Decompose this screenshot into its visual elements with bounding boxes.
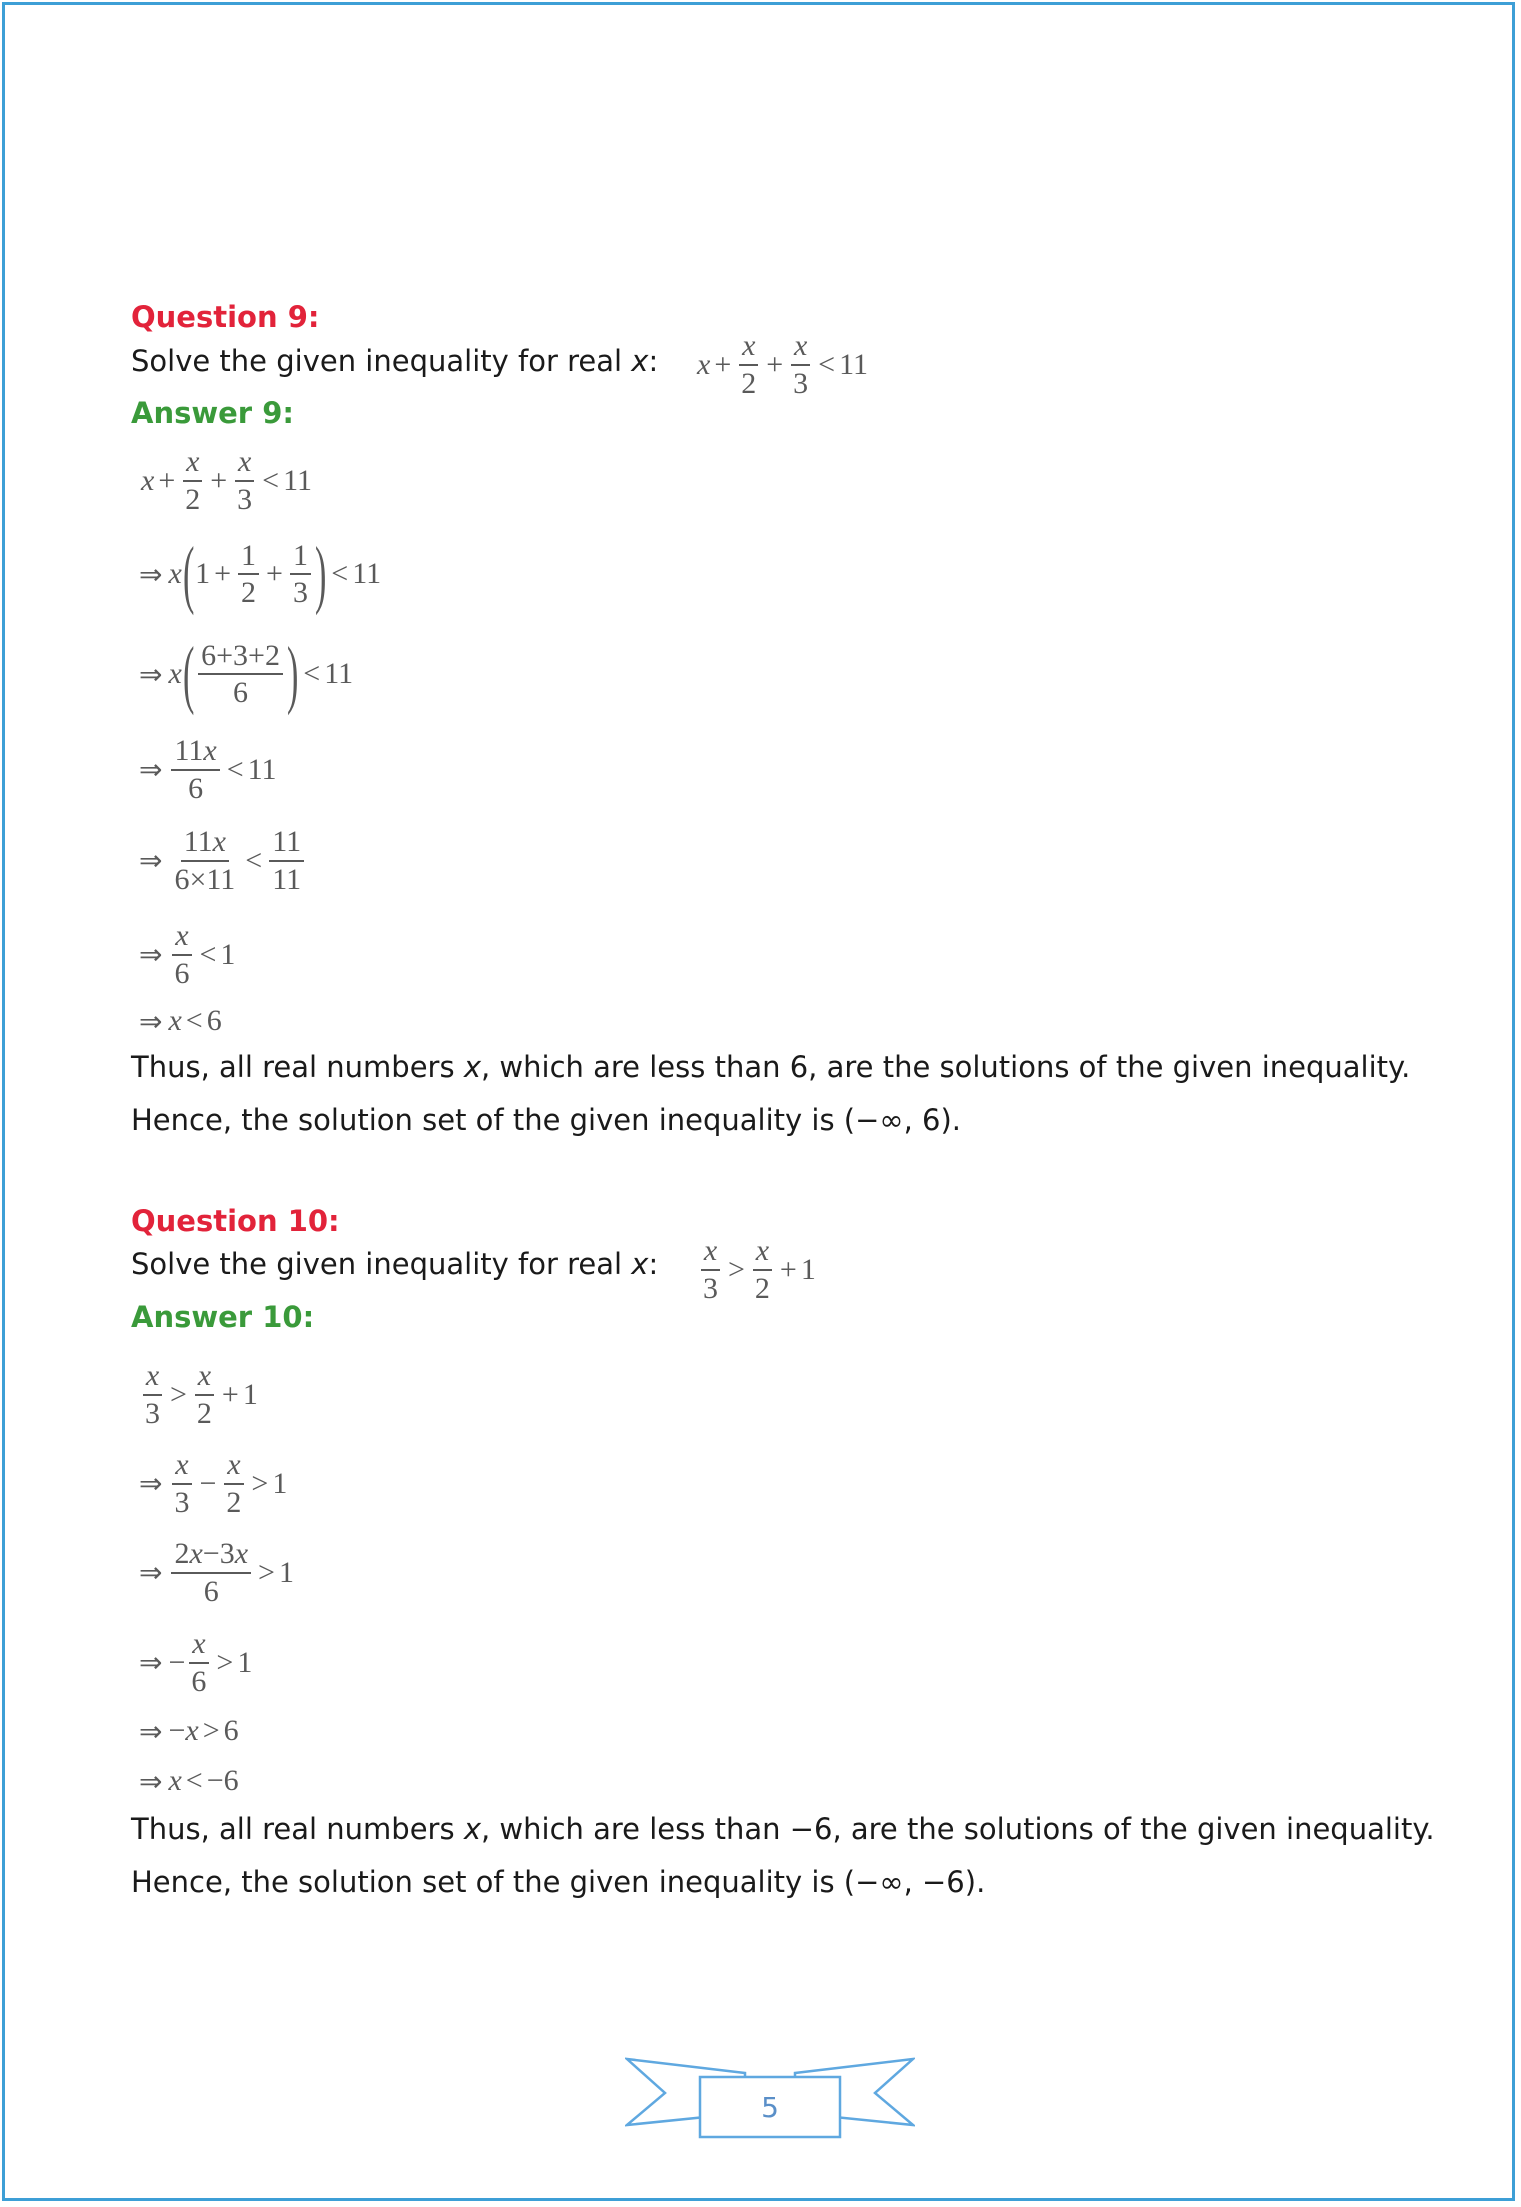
answer-10-step-3: ⇒ $\frac{2x-3x}{6}$ > 1 xyxy=(139,1537,294,1608)
answer-10-step-1: $\frac{x}{3}$ > $\frac{x}{2}$ + 1 xyxy=(139,1360,258,1429)
question-10-heading: Question 10: xyxy=(131,1204,340,1238)
answer-9-conclusion-1: Thus, all real numbers x, which are less than 6, are the solutions of the given inequality. xyxy=(131,1050,1411,1084)
answer-10-step-2: ⇒ $\frac{x}{3}$ − $\frac{x}{2}$ > 1 xyxy=(139,1448,288,1519)
answer-9-step-5: ⇒ $\frac{11x}{6\times 11}$ < $\frac{11}{11}$ xyxy=(139,826,307,895)
answer-10-heading: Answer 10: xyxy=(131,1300,315,1334)
answer-10-step-6: ⇒ x < −6 xyxy=(139,1764,239,1798)
answer-10-step-5: ⇒ − x > 6 xyxy=(139,1714,239,1748)
answer-10-step-4: ⇒ − $\frac{x}{6}$ > 1 xyxy=(139,1627,253,1698)
page-number: 5 xyxy=(761,2091,779,2124)
question-9-inequality: x + $\frac{x}{2}$ + $\frac{x}{3}$ < 11 xyxy=(697,329,868,400)
answer-9-step-2: ⇒ x ( 1 + $\frac{1}{2}$ + $\frac{1}{3}$ ) < 11 xyxy=(139,532,382,616)
answer-9-step-4: ⇒ $\frac{11x}{6}$ < 11 xyxy=(139,734,277,805)
answer-9-step-7: ⇒ x < 6 xyxy=(139,1004,222,1038)
answer-10-conclusion-1: Thus, all real numbers x, which are less than −6, are the solutions of the given inequality. xyxy=(131,1812,1435,1846)
answer-10-conclusion-2: Hence, the solution set of the given inequality is (−∞, −6). xyxy=(131,1865,986,1899)
answer-9-step-6: ⇒ $\frac{x}{6}$ < 1 xyxy=(139,919,236,990)
answer-9-step-1: x + $\frac{x}{2}$ + $\frac{x}{3}$ < 11 xyxy=(141,445,312,516)
question-9-heading: Question 9: xyxy=(131,300,320,334)
answer-9-step-3: ⇒ x ( $\frac{6+3+2}{6}$ ) < 11 xyxy=(139,632,354,716)
question-10-inequality: $\frac{x}{3}$ > $\frac{x}{2}$ + 1 xyxy=(697,1235,816,1304)
answer-9-heading: Answer 9: xyxy=(131,396,294,430)
page-number-ribbon xyxy=(625,2055,915,2145)
question-9-text: Solve the given inequality for real x: xyxy=(131,344,659,378)
answer-9-conclusion-2: Hence, the solution set of the given inequality is (−∞, 6). xyxy=(131,1103,961,1137)
question-10-text: Solve the given inequality for real x: xyxy=(131,1247,659,1281)
